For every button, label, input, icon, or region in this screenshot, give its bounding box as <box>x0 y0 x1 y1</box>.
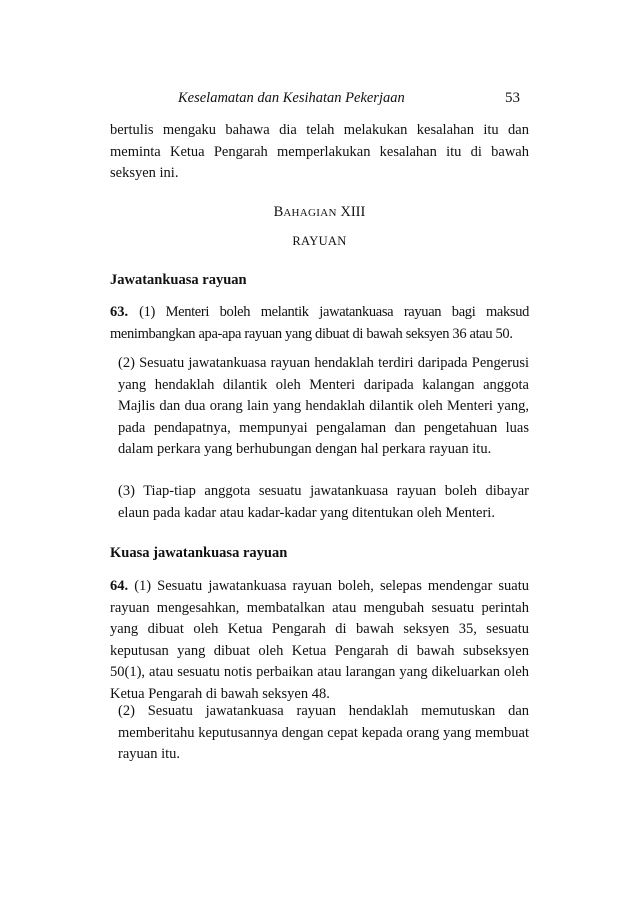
part-label-rest: AHAGIAN <box>283 207 337 219</box>
section-63-subsection-1 <box>110 302 529 345</box>
section-64-subsection-2-text: (2) Sesuatu jawatankuasa rayuan hendaklah memutuskan dan memberitahu keputusannya dengan cepat kepada orang yang membuat rayuan itu. <box>118 703 529 762</box>
section-64-heading: Kuasa jawatankuasa rayuan <box>110 545 288 561</box>
part-title <box>110 233 529 250</box>
section-63-heading: Jawatankuasa rayuan <box>110 272 247 288</box>
section-63-subsection-1-text: (1) Menteri boleh melantik jawatankuasa rayuan bagi maksud menimbangkan apa-apa rayuan yang dibuat di bawah seksyen 36 atau 50. <box>110 304 529 342</box>
part-roman-numeral: XIII <box>340 204 366 220</box>
section-64-number: 64. <box>110 578 129 594</box>
page-number: 53 <box>505 90 520 106</box>
part-title-text: RAYUAN <box>292 234 347 248</box>
running-header <box>110 90 529 110</box>
intro-paragraph: bertulis mengaku bahawa dia telah melakukan kesalahan itu dan meminta Ketua Pengarah memperlakukan kesalahan itu di bawah seksyen ini. <box>110 122 529 181</box>
section-64-subsection-1 <box>110 576 529 705</box>
section-63-number: 63. <box>110 304 129 320</box>
section-63-subsection-3-text: (3) Tiap-tiap anggota sesuatu jawatankuasa rayuan boleh dibayar elaun pada kadar atau kadar-kadar yang ditentukan oleh Menteri. <box>118 483 529 521</box>
running-header-title: Keselamatan dan Kesihatan Pekerjaan <box>178 90 405 106</box>
section-63-subsection-2 <box>110 353 529 461</box>
part-label-initial: B <box>273 204 284 220</box>
section-64-subsection-2 <box>110 701 529 766</box>
section-63-subsection-3 <box>110 481 529 524</box>
section-63-subsection-2-text: (2) Sesuatu jawatankuasa rayuan hendaklah terdiri daripada Pengerusi yang hendaklah dilantik oleh Menteri daripada kalangan anggota Majlis dan dua orang lain yang hendaklah dilantik oleh Menteri yang, pada pendapatnya, mempunyai pengalaman dan pengetahuan luas dalam perkara yang berhubungan dengan hal perkara rayuan itu. <box>118 355 529 457</box>
part-label <box>110 204 529 221</box>
section-64-subsection-1-text: (1) Sesuatu jawatankuasa rayuan boleh, selepas mendengar suatu rayuan mengesahkan, membatalkan atau mengubah sesuatu perintah yang dibuat oleh Ketua Pengarah di bawah seksyen 35, sesuatu keputusan yang dibuat oleh Ketua Pengarah di bawah subseksyen 50(1), atau sesuatu notis perbaikan atau larangan yang dikeluarkan oleh Ketua Pengarah di bawah seksyen 48. <box>110 578 529 702</box>
